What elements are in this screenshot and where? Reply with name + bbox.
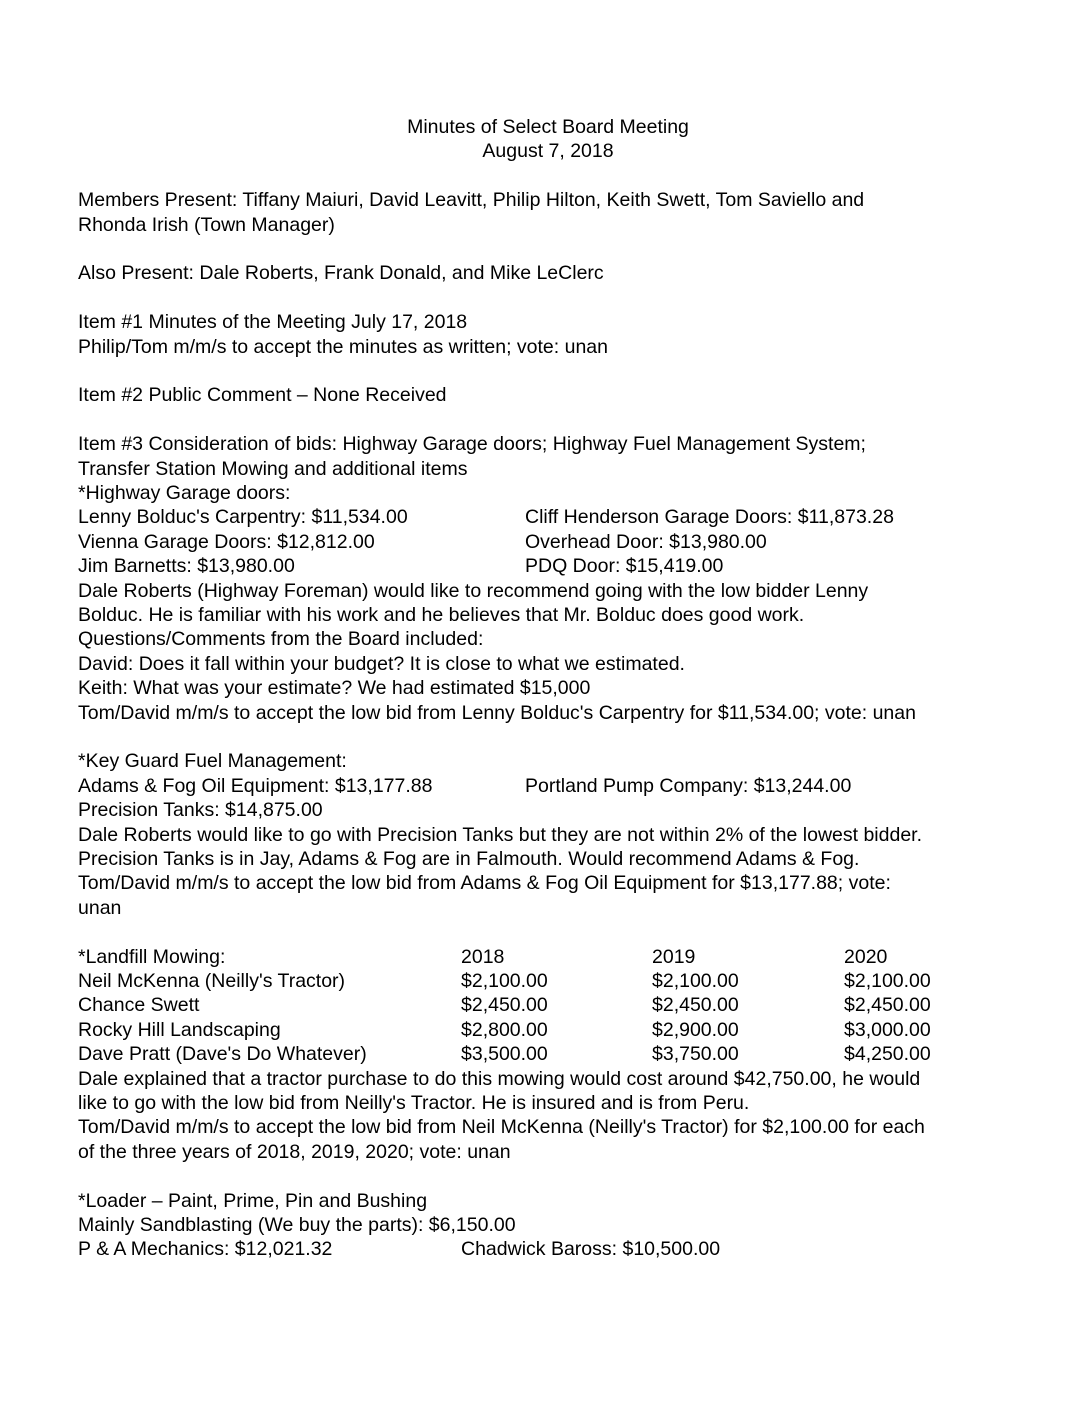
item1-motion: Philip/Tom m/m/s to accept the minutes as written; vote: unan [78,335,608,358]
bid-amount: $2,450.00 [652,994,739,1017]
bid-entry: Overhead Door: $13,980.00 [525,530,767,553]
mowing-table-header [78,945,1018,969]
garage-note-line: Questions/Comments from the Board included: [78,628,484,651]
bid-amount: $2,450.00 [844,994,931,1017]
garage-note-line: Bolduc. He is familiar with his work and he believes that Mr. Bolduc does good work. [78,604,805,626]
bidder-name: Rocky Hill Landscaping [78,1018,281,1041]
item1-title: Item #1 Minutes of the Meeting July 17, 2018 [78,311,468,334]
bidder-name: Neil McKenna (Neilly's Tractor) [78,970,346,993]
fuel-note-line: Tom/David m/m/s to accept the low bid from Adams & Fog Oil Equipment for $13,177.88; vote: [78,872,891,895]
mowing-note-line: of the three years of 2018, 2019, 2020; vote: unan [78,1140,511,1163]
bid-amount: $2,800.00 [461,1018,548,1041]
also-present: Also Present: Dale Roberts, Frank Donald, and Mike LeClerc [78,262,604,285]
bid-amount: $3,500.00 [461,1043,548,1066]
document-date: August 7, 2018 [482,140,614,163]
mowing-table-row [78,969,1018,993]
bid-amount: $3,000.00 [844,1018,931,1041]
garage-note-line: Keith: What was your estimate? We had estimated $15,000 [78,677,591,700]
mowing-heading: *Landfill Mowing: [78,945,226,968]
spacer [78,286,1018,310]
spacer [78,359,1018,383]
garage-note-line: Dale Roberts (Highway Foreman) would like to recommend going with the low bidder Lenny [78,579,869,602]
fuel-management-heading: *Key Guard Fuel Management: [78,750,347,773]
bid-row [78,530,1018,554]
bid-row [78,774,1018,798]
loader-line: Mainly Sandblasting (We buy the parts): $6,150.00 [78,1214,516,1236]
bid-amount: $2,100.00 [652,970,739,993]
item2-title: Item #2 Public Comment – None Received [78,384,447,407]
bid-row [78,554,1018,578]
bid-entry: Jim Barnetts: $13,980.00 [78,555,295,578]
bid-entry: Vienna Garage Doors: $12,812.00 [78,530,375,553]
spacer [78,164,1018,188]
mowing-note-line: like to go with the low bid from Neilly's Tractor. He is insured and is from Peru. [78,1091,750,1114]
bid-amount: $4,250.00 [844,1043,931,1066]
bid-entry: Chadwick Baross: $10,500.00 [461,1238,721,1261]
mowing-table-row [78,1042,1018,1066]
spacer [78,920,1018,944]
members-present-line: Rhonda Irish (Town Manager) [78,213,335,236]
mowing-note-line: Tom/David m/m/s to accept the low bid from Neil McKenna (Neilly's Tractor) for $2,100.00 for each [78,1116,925,1139]
fuel-note-line: Dale Roberts would like to go with Precision Tanks but they are not within 2% of the lowest bidder. [78,823,923,846]
spacer [78,408,1018,432]
bidder-name: Dave Pratt (Dave's Do Whatever) [78,1043,367,1066]
bid-row [78,505,1018,529]
item3-title-line: Transfer Station Mowing and additional items [78,457,468,480]
bid-amount: $2,100.00 [844,970,931,993]
bid-entry: Precision Tanks: $14,875.00 [78,799,323,822]
bid-amount: $2,450.00 [461,994,548,1017]
bid-amount: $2,900.00 [652,1018,739,1041]
spacer [78,1164,1018,1188]
loader-heading: *Loader – Paint, Prime, Pin and Bushing [78,1189,428,1212]
bid-entry: Lenny Bolduc's Carpentry: $11,534.00 [78,506,408,529]
bid-entry: Cliff Henderson Garage Doors: $11,873.28 [525,506,894,529]
document-title: Minutes of Select Board Meeting [407,116,689,138]
minutes-document [78,115,1018,1262]
bid-amount: $2,100.00 [461,970,548,993]
spacer [78,725,1018,749]
garage-note-line: David: Does it fall within your budget? It is close to what we estimated. [78,652,685,675]
bid-entry: Portland Pump Company: $13,244.00 [525,774,852,797]
year-header: 2019 [652,945,696,968]
members-present-line: Members Present: Tiffany Maiuri, David Leavitt, Philip Hilton, Keith Swett, Tom Saviello and [78,189,865,212]
year-header: 2018 [461,945,505,968]
bid-entry: Adams & Fog Oil Equipment: $13,177.88 [78,774,433,797]
mowing-table-row [78,1018,1018,1042]
fuel-note-line: Precision Tanks is in Jay, Adams & Fog are in Falmouth. Would recommend Adams & Fog. [78,848,860,871]
bid-entry: P & A Mechanics: $12,021.32 [78,1238,333,1261]
bid-row [78,798,1018,822]
spacer [78,237,1018,261]
item3-title-line: Item #3 Consideration of bids: Highway Garage doors; Highway Fuel Management System; [78,433,866,456]
bid-entry: PDQ Door: $15,419.00 [525,555,724,578]
garage-note-line: Tom/David m/m/s to accept the low bid from Lenny Bolduc's Carpentry for $11,534.00; vote: unan [78,701,916,724]
bid-amount: $3,750.00 [652,1043,739,1066]
bid-row [78,1237,1018,1261]
garage-doors-heading: *Highway Garage doors: [78,482,291,505]
mowing-table-row [78,993,1018,1017]
mowing-note-line: Dale explained that a tractor purchase to do this mowing would cost around $42,750.00, he would [78,1067,921,1090]
fuel-note-line: unan [78,896,122,919]
year-header: 2020 [844,945,888,968]
bidder-name: Chance Swett [78,994,200,1017]
